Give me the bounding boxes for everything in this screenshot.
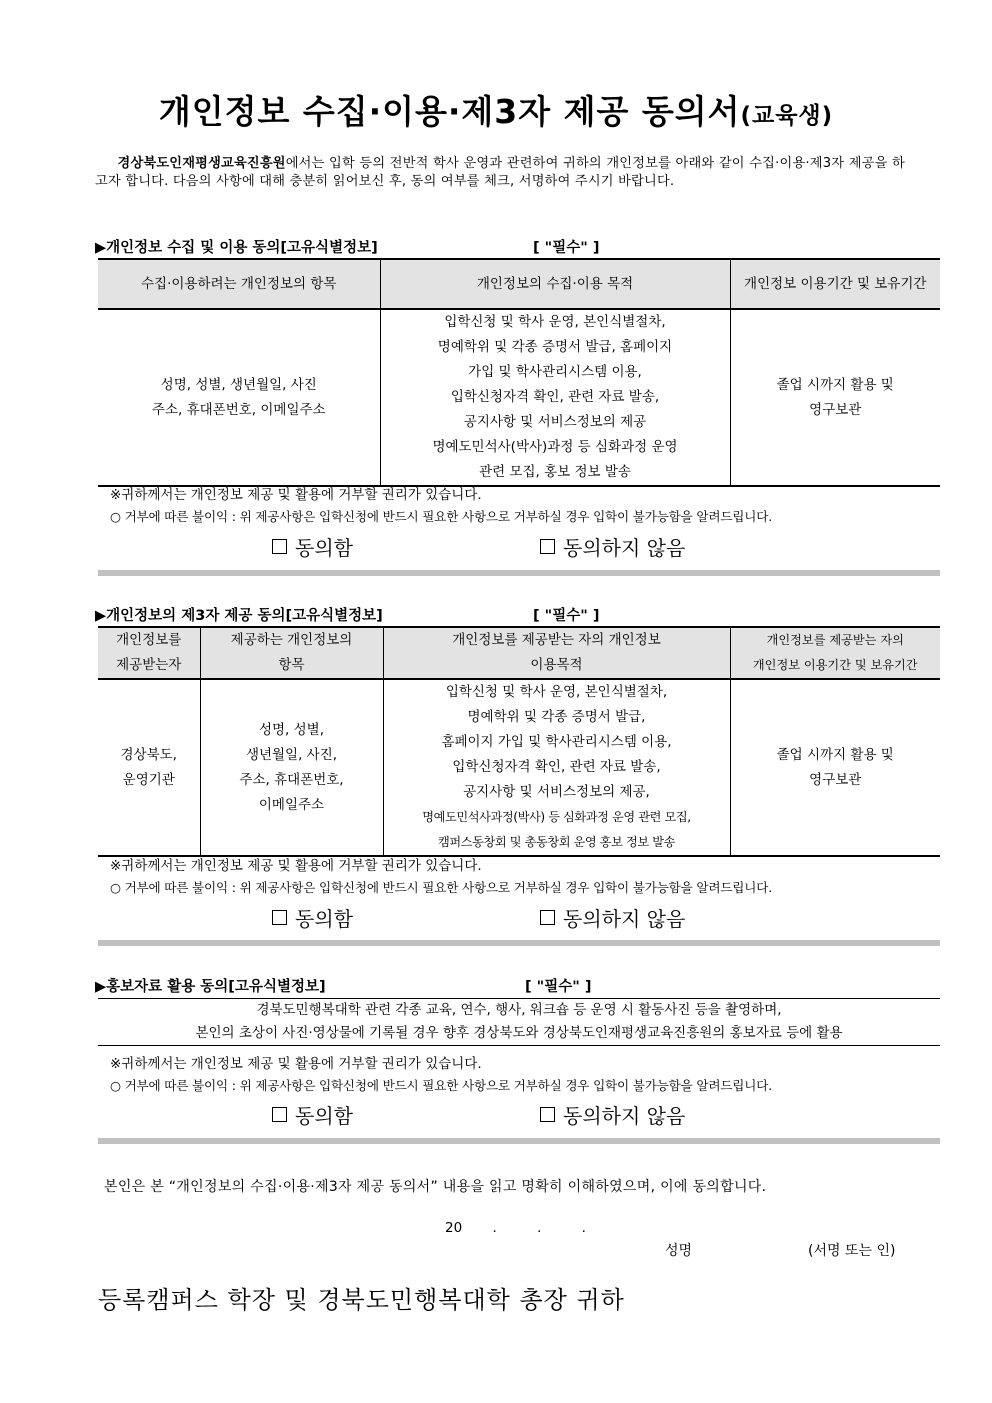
section2-disagree-checkbox[interactable] [540,910,555,925]
title-sub: (교육생) [740,103,834,129]
section2-agree-checkbox[interactable] [272,910,287,925]
s2-header-recipient [98,627,200,679]
s2-period-cell [730,679,940,856]
s2-purpose-line: 명예도민석사과정(박사) 등 심화과정 운영 관련 모집, [422,810,691,824]
s1-purpose-line: 입학신청자격 확인, 관련 자료 발송, [450,389,660,405]
notice-right-text: ※귀하께서는 개인정보 제공 및 활용에 거부할 권리가 있습니다. [110,487,482,503]
section1-agree-option[interactable] [272,532,353,561]
section3-notice [110,1054,772,1096]
title-main: 개인정보 수집·이용·제3자 제공 동의서 [158,92,741,131]
signature-hint[interactable]: (서명 또는 인) [808,1243,896,1259]
section3-required-tag: [ "필수" ] [525,979,592,995]
section3-box [98,998,940,1046]
s2-period-line: 졸업 시까지 활용 및 [776,746,894,763]
s2-recipient-line: 경상북도, [120,746,177,763]
table-row [98,679,940,856]
s2-item-line: 생년월일, 사진, [245,746,338,763]
section2-heading [95,604,940,625]
section3-agree-checkbox[interactable] [272,1107,287,1122]
s2-header-line: 이용목적 [530,657,583,673]
s1-purpose-cell [380,309,730,486]
section1-heading-text: ▶개인정보 수집 및 이용 동의[고유식별정보] [95,240,378,256]
s1-header-purpose: 개인정보의 수집·이용 목적 [380,259,730,309]
s1-item-line: 주소, 휴대폰번호, 이메일주소 [151,401,326,418]
date-dot: . [537,1220,542,1236]
section1-disagree-checkbox[interactable] [540,539,555,554]
page-title [0,86,992,133]
section2-notice [110,856,772,898]
s2-header-line: 제공하는 개인정보의 [230,632,353,648]
s2-header-line: 개인정보를 [116,632,182,648]
table-header-row [98,627,940,679]
section3-agree-option[interactable] [272,1100,353,1129]
s2-header-line: 개인정보를 제공받는 자의 [766,633,904,647]
disagree-label: 동의하지 않음 [563,1104,686,1128]
section2-disagree-option[interactable] [540,903,685,932]
s1-purpose-line: 공지사항 및 서비스정보의 제공 [463,414,647,430]
s2-purpose-line: 입학신청자격 확인, 관련 자료 발송, [452,759,661,775]
s3-line: 본인의 초상이 사진·영상물에 기록될 경우 향후 경상북도와 경상북도인재평생교육진흥원의 홍보자료 등에 활용 [195,1025,843,1041]
s2-item-line: 주소, 휴대폰번호, [239,771,344,788]
s2-header-line: 제공받는자 [116,657,182,673]
s2-purpose-line: 입학신청 및 학사 운영, 본인식별절차, [445,684,668,700]
section3-heading-text: ▶홍보자료 활용 동의[고유식별정보] [95,979,326,995]
date-dot: . [492,1220,497,1236]
table-header-row [98,259,940,309]
section1-disagree-option[interactable] [540,532,685,561]
s2-purpose-line: 공지사항 및 서비스정보의 제공, [463,784,650,800]
agree-label: 동의함 [295,536,353,560]
s2-purpose-line: 홈페이지 가입 및 학사관리시스템 이용, [441,734,672,750]
date-year-prefix: 20 [445,1220,463,1236]
addressee: 등록캠퍼스 학장 및 경북도민행복대학 총장 귀하 [98,1286,625,1314]
section1-heading [95,236,940,257]
s1-items-cell [98,309,380,486]
notice-refuse-text: ○ 거부에 따른 불이익 : 위 제공사항은 입학신청에 반드시 필요한 사항으로 거부하실 경우 입학이 불가능함을 알려드립니다. [110,880,772,895]
section2-required-tag: [ "필수" ] [533,608,600,624]
s2-header-line: 개인정보 이용기간 및 보유기간 [752,658,918,672]
disagree-label: 동의하지 않음 [563,907,686,931]
section1-table [98,258,940,487]
section2-heading-text: ▶개인정보의 제3자 제공 동의[고유식별정보] [95,608,383,624]
section2-agree-option[interactable] [272,903,353,932]
s2-header-items [200,627,383,679]
s1-header-items: 수집·이용하려는 개인정보의 항목 [98,259,380,309]
section3-disagree-option[interactable] [540,1100,685,1129]
date-dot: . [581,1220,586,1236]
agree-label: 동의함 [295,1104,353,1128]
s1-item-line: 성명, 성별, 생년월일, 사진 [160,376,317,393]
section2-table [98,626,940,857]
s2-period-line: 영구보관 [809,771,862,788]
s1-period-line: 졸업 시까지 활용 및 [776,376,894,393]
s1-purpose-line: 관련 모집, 홍보 정보 발송 [479,464,631,480]
notice-refuse-text: ○ 거부에 따른 불이익 : 위 제공사항은 입학신청에 반드시 필요한 사항으로 거부하실 경우 입학이 불가능함을 알려드립니다. [110,1078,772,1093]
s3-line: 경북도민행복대학 관련 각종 교육, 연수, 행사, 워크숍 등 운영 시 활동사진 등을 촬영하며, [256,1002,782,1018]
section3-heading [95,975,940,996]
s2-purpose-line: 명예학위 및 각종 증명서 발급, [467,709,646,725]
s1-purpose-line: 명예학위 및 각종 증명서 발급, 홈페이지 [437,339,673,355]
section2-divider [98,940,940,946]
table-row [98,309,940,486]
s2-purpose-cell [383,679,730,856]
notice-refuse-text: ○ 거부에 따른 불이익 : 위 제공사항은 입학신청에 반드시 필요한 사항으로 거부하실 경우 입학이 불가능함을 알려드립니다. [110,509,772,524]
s1-header-period: 개인정보 이용기간 및 보유기간 [730,259,940,309]
section3-disagree-checkbox[interactable] [540,1107,555,1122]
s2-purpose-line: 캠퍼스동창회 및 총동창회 운영 홍보 정보 발송 [438,835,675,849]
section1-agree-checkbox[interactable] [272,539,287,554]
intro-text: 에서는 입학 등의 전반적 학사 운영과 관련하여 귀하의 개인정보를 아래와 같이 수집·이용·제3자 제공을 하고자 합니다. 다음의 사항에 대해 충분히 읽어보신 후, 동의 여부를 체크, 서명하여 주시기 바랍니다. [95,156,905,189]
s1-purpose-line: 입학신청 및 학사 운영, 본인식별절차, [444,314,666,330]
s2-header-line: 개인정보를 제공받는 자의 개인정보 [452,632,661,648]
s1-period-line: 영구보관 [809,401,862,418]
s2-header-line: 항목 [278,657,305,673]
section1-required-tag: [ "필수" ] [533,240,600,256]
section1-notice [110,485,772,527]
date-line[interactable] [445,1220,586,1236]
agree-label: 동의함 [295,907,353,931]
s1-purpose-line: 명예도민석사(박사)과정 등 심화과정 운영 [432,439,678,455]
disagree-label: 동의하지 않음 [563,536,686,560]
section1-divider [98,570,940,576]
s2-recipient-line: 운영기관 [122,771,175,788]
s2-items-cell [200,679,383,856]
consent-statement: 본인은 본 “개인정보의 수집·이용·제3자 제공 동의서” 내용을 읽고 명확히 이해하였으며, 이에 동의합니다. [104,1179,767,1195]
intro-paragraph [95,155,905,191]
intro-org: 경상북도인재평생교육진흥원 [117,156,286,171]
notice-right-text: ※귀하께서는 개인정보 제공 및 활용에 거부할 권리가 있습니다. [110,1056,482,1072]
s1-purpose-line: 가입 및 학사관리시스템 이용, [468,364,642,380]
s2-item-line: 이메일주소 [258,796,325,813]
s2-recipient-cell [98,679,200,856]
section3-divider [98,1138,940,1144]
s1-period-cell [730,309,940,486]
s2-item-line: 성명, 성별, [258,721,325,738]
notice-right-text: ※귀하께서는 개인정보 제공 및 활용에 거부할 권리가 있습니다. [110,858,482,874]
s2-header-period [730,627,940,679]
signature-name-label: 성명 [665,1243,693,1259]
s2-header-purpose [383,627,730,679]
